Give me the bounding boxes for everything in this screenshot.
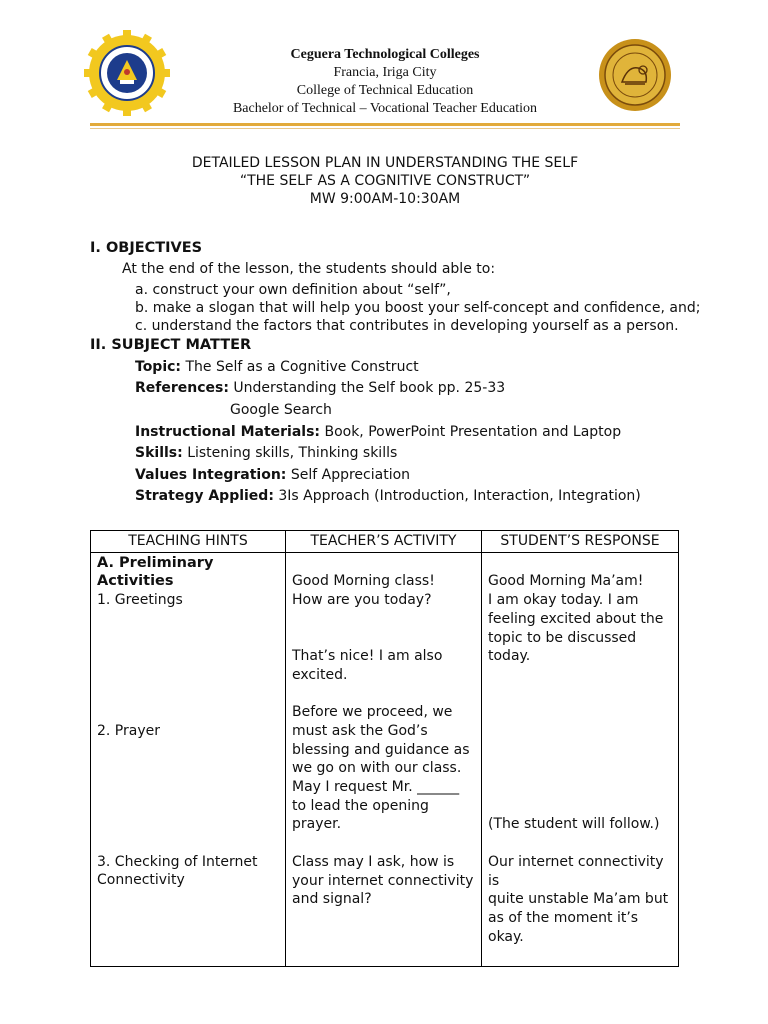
student-response-cell [482, 552, 679, 966]
values-label: Values Integration: [135, 467, 287, 483]
values-value: Self Appreciation [290, 467, 411, 483]
objective-item: c. understand the factors that contributes in developing yourself as a person. [135, 318, 679, 334]
header-divider-thin [90, 128, 680, 129]
teacher-line: your internet connectivity [292, 872, 474, 889]
objectives-heading: I. OBJECTIVES [90, 240, 203, 256]
strategy-line [135, 486, 641, 508]
objective-item: b. make a slogan that will help you boost your self-concept and confidence, and; [135, 300, 701, 316]
teacher-line: blessing and guidance as [292, 741, 470, 758]
seal-emblem-icon [598, 38, 672, 112]
teacher-line: Class may I ask, how is [292, 853, 455, 870]
materials-value: Book, PowerPoint Presentation and Laptop [324, 424, 622, 440]
school-location: Francia, Iriga City [333, 65, 437, 80]
references-value-2: Google Search [230, 402, 332, 418]
column-header-teachers-activity: TEACHER’S ACTIVITY [286, 531, 482, 553]
teacher-line: That’s nice! I am also [292, 648, 443, 665]
topic-label: Topic: [135, 359, 182, 375]
college-seal-right [598, 38, 672, 112]
college-name: College of Technical Education [296, 83, 474, 98]
hint-internet-1: 3. Checking of Internet [97, 853, 258, 870]
teacher-line: May I request Mr. ______ [292, 779, 460, 796]
topic-line [135, 357, 419, 379]
lesson-title-block [90, 154, 680, 208]
references-line [135, 378, 505, 400]
hint-prayer: 2. Prayer [97, 722, 160, 739]
school-name: Ceguera Technological Colleges [290, 47, 480, 62]
student-line: today. [488, 648, 531, 665]
teacher-line: must ask the God’s [292, 722, 428, 739]
skills-value: Listening skills, Thinking skills [187, 445, 398, 461]
lesson-plan-table [90, 530, 679, 967]
teacher-line: to lead the opening prayer. [292, 797, 429, 833]
student-line: as of the moment it’s okay. [488, 909, 639, 945]
student-line: Our internet connectivity is [488, 853, 664, 889]
teacher-activity-cell [286, 552, 482, 966]
materials-label: Instructional Materials: [135, 424, 321, 440]
lesson-title: DETAILED LESSON PLAN IN UNDERSTANDING THE SELF [191, 155, 579, 171]
student-line: I am okay today. I am [488, 592, 639, 609]
skills-line [135, 443, 397, 465]
student-line: feeling excited about the [488, 610, 664, 627]
hint-internet-2: Connectivity [97, 872, 185, 889]
section-heading: A. Preliminary Activities [97, 554, 214, 590]
materials-line [135, 422, 621, 444]
gear-seal-icon [84, 30, 170, 116]
subject-matter-heading: II. SUBJECT MATTER [90, 337, 252, 353]
references-value: Understanding the Self book pp. 25-33 [233, 380, 506, 396]
hint-greetings: 1. Greetings [97, 592, 183, 609]
hints-cell [91, 552, 286, 966]
skills-label: Skills: [135, 445, 183, 461]
objectives-intro: At the end of the lesson, the students should able to: [122, 261, 496, 277]
teacher-line: Before we proceed, we [292, 704, 453, 721]
teacher-line: Good Morning class! [292, 573, 435, 590]
lesson-schedule: MW 9:00AM-10:30AM [309, 191, 461, 207]
column-header-students-response: STUDENT’S RESPONSE [482, 531, 679, 553]
lesson-subtitle: “THE SELF AS A COGNITIVE CONSTRUCT” [239, 173, 531, 189]
student-line: (The student will follow.) [488, 816, 660, 833]
teacher-line: excited. [292, 666, 348, 683]
strategy-label: Strategy Applied: [135, 488, 274, 504]
teacher-line: we go on with our class. [292, 760, 462, 777]
college-header [180, 46, 590, 118]
program-name: Bachelor of Technical – Vocational Teacher Education [232, 101, 538, 116]
table-row [91, 552, 679, 966]
student-line: topic to be discussed [488, 629, 637, 646]
references-label: References: [135, 380, 229, 396]
header-divider [90, 123, 680, 126]
student-line: quite unstable Ma’am but [488, 891, 669, 908]
table-header-row [91, 531, 679, 553]
teacher-line: How are you today? [292, 592, 432, 609]
values-line [135, 465, 410, 487]
objective-item: a. construct your own definition about “self”, [135, 282, 451, 298]
teacher-line: and signal? [292, 891, 372, 908]
student-line: Good Morning Ma’am! [488, 573, 644, 590]
topic-value: The Self as a Cognitive Construct [185, 359, 419, 375]
college-seal-left [84, 30, 170, 116]
strategy-value: 3Is Approach (Introduction, Interaction, Integration) [278, 488, 641, 504]
column-header-teaching-hints: TEACHING HINTS [91, 531, 286, 553]
